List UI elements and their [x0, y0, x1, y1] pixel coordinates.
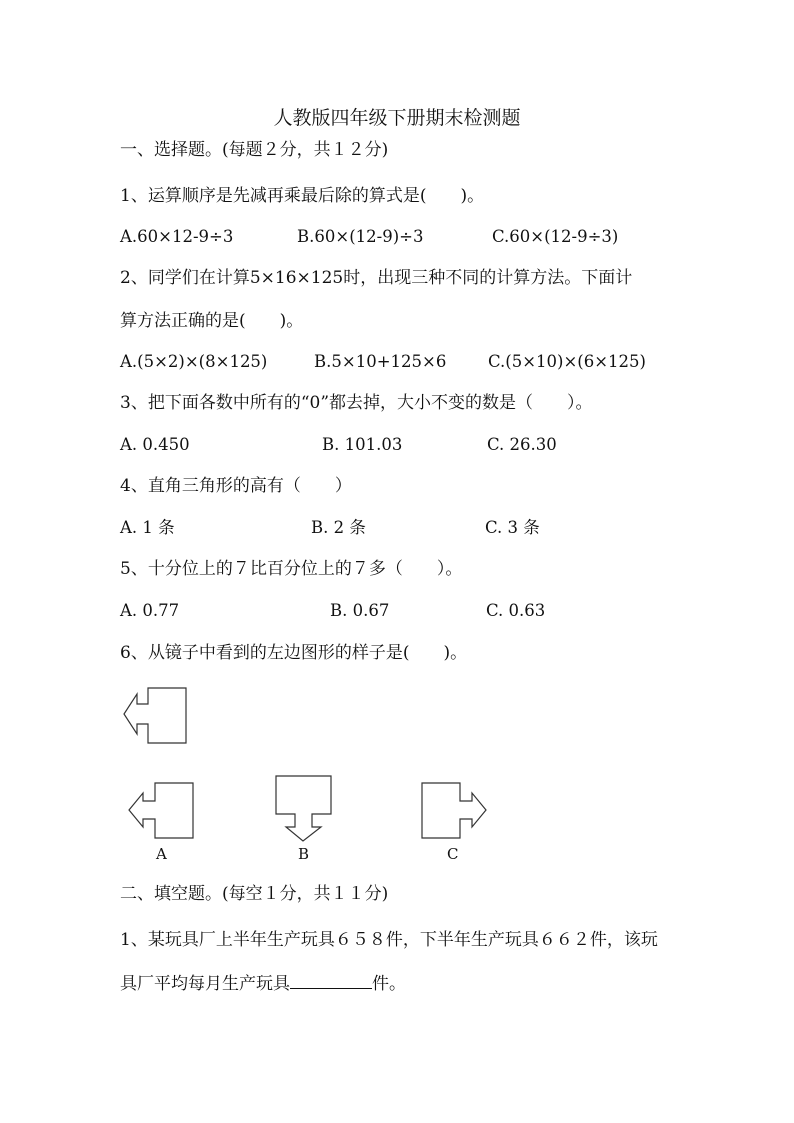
q4-option-c: C. 3 条	[485, 518, 540, 537]
q3-option-a: A. 0.450	[120, 435, 190, 454]
original-arrow-square-figure	[124, 688, 186, 743]
figure-label-c: C	[447, 845, 459, 863]
q4-text: 4、直角三角形的高有（ ）	[120, 476, 352, 496]
q2-option-b: B.5×10+125×6	[314, 352, 447, 371]
q4-option-a: A. 1 条	[120, 518, 175, 537]
option-b-figure	[276, 776, 331, 841]
q1-option-a: A.60×12-9÷3	[120, 227, 234, 246]
section1-heading: 一、选择题。(每题２分，共１２分)	[120, 140, 389, 160]
option-a-figure	[129, 783, 193, 838]
fill-q1-text-line2	[120, 970, 406, 996]
q5-option-a: A. 0.77	[120, 601, 180, 620]
page-title: 人教版四年级下册期末检测题	[273, 107, 521, 129]
q5-option-b: B. 0.67	[330, 601, 390, 620]
fill-q1-answer-blank[interactable]	[290, 970, 372, 989]
figure-label-a: A	[156, 845, 167, 863]
q2-option-c: C.(5×10)×(6×125)	[488, 352, 646, 371]
q1-option-b: B.60×(12-9)÷3	[297, 227, 424, 246]
q2-text-line2: 算方法正确的是( )。	[120, 311, 304, 331]
q1-text: 1、运算顺序是先减再乘最后除的算式是( )。	[120, 186, 485, 206]
q5-option-c: C. 0.63	[486, 601, 546, 620]
fill-q1-text-line1: 1、某玩具厂上半年生产玩具６５８件，下半年生产玩具６６２件，该玩	[120, 930, 658, 950]
q2-text-line1: 2、同学们在计算5×16×125时，出现三种不同的计算方法。下面计	[120, 268, 633, 288]
option-c-figure	[422, 783, 486, 838]
q5-text: 5、十分位上的７比百分位上的７多（ ）。	[120, 559, 463, 579]
fill-q1-text-before: 具厂平均每月生产玩具	[120, 974, 290, 994]
q3-option-b: B. 101.03	[322, 435, 403, 454]
q1-option-c: C.60×(12-9÷3)	[492, 227, 619, 246]
q3-option-c: C. 26.30	[487, 435, 557, 454]
section2-heading: 二、填空题。(每空１分，共１１分)	[120, 884, 389, 904]
fill-q1-text-after: 件。	[372, 974, 406, 994]
q2-option-a: A.(5×2)×(8×125)	[120, 352, 268, 371]
q3-text: 3、把下面各数中所有的“0”都去掉，大小不变的数是（ ）。	[120, 393, 593, 413]
q6-text: 6、从镜子中看到的左边图形的样子是( )。	[120, 643, 468, 663]
figure-label-b: B	[298, 845, 310, 863]
q4-option-b: B. 2 条	[311, 518, 366, 537]
